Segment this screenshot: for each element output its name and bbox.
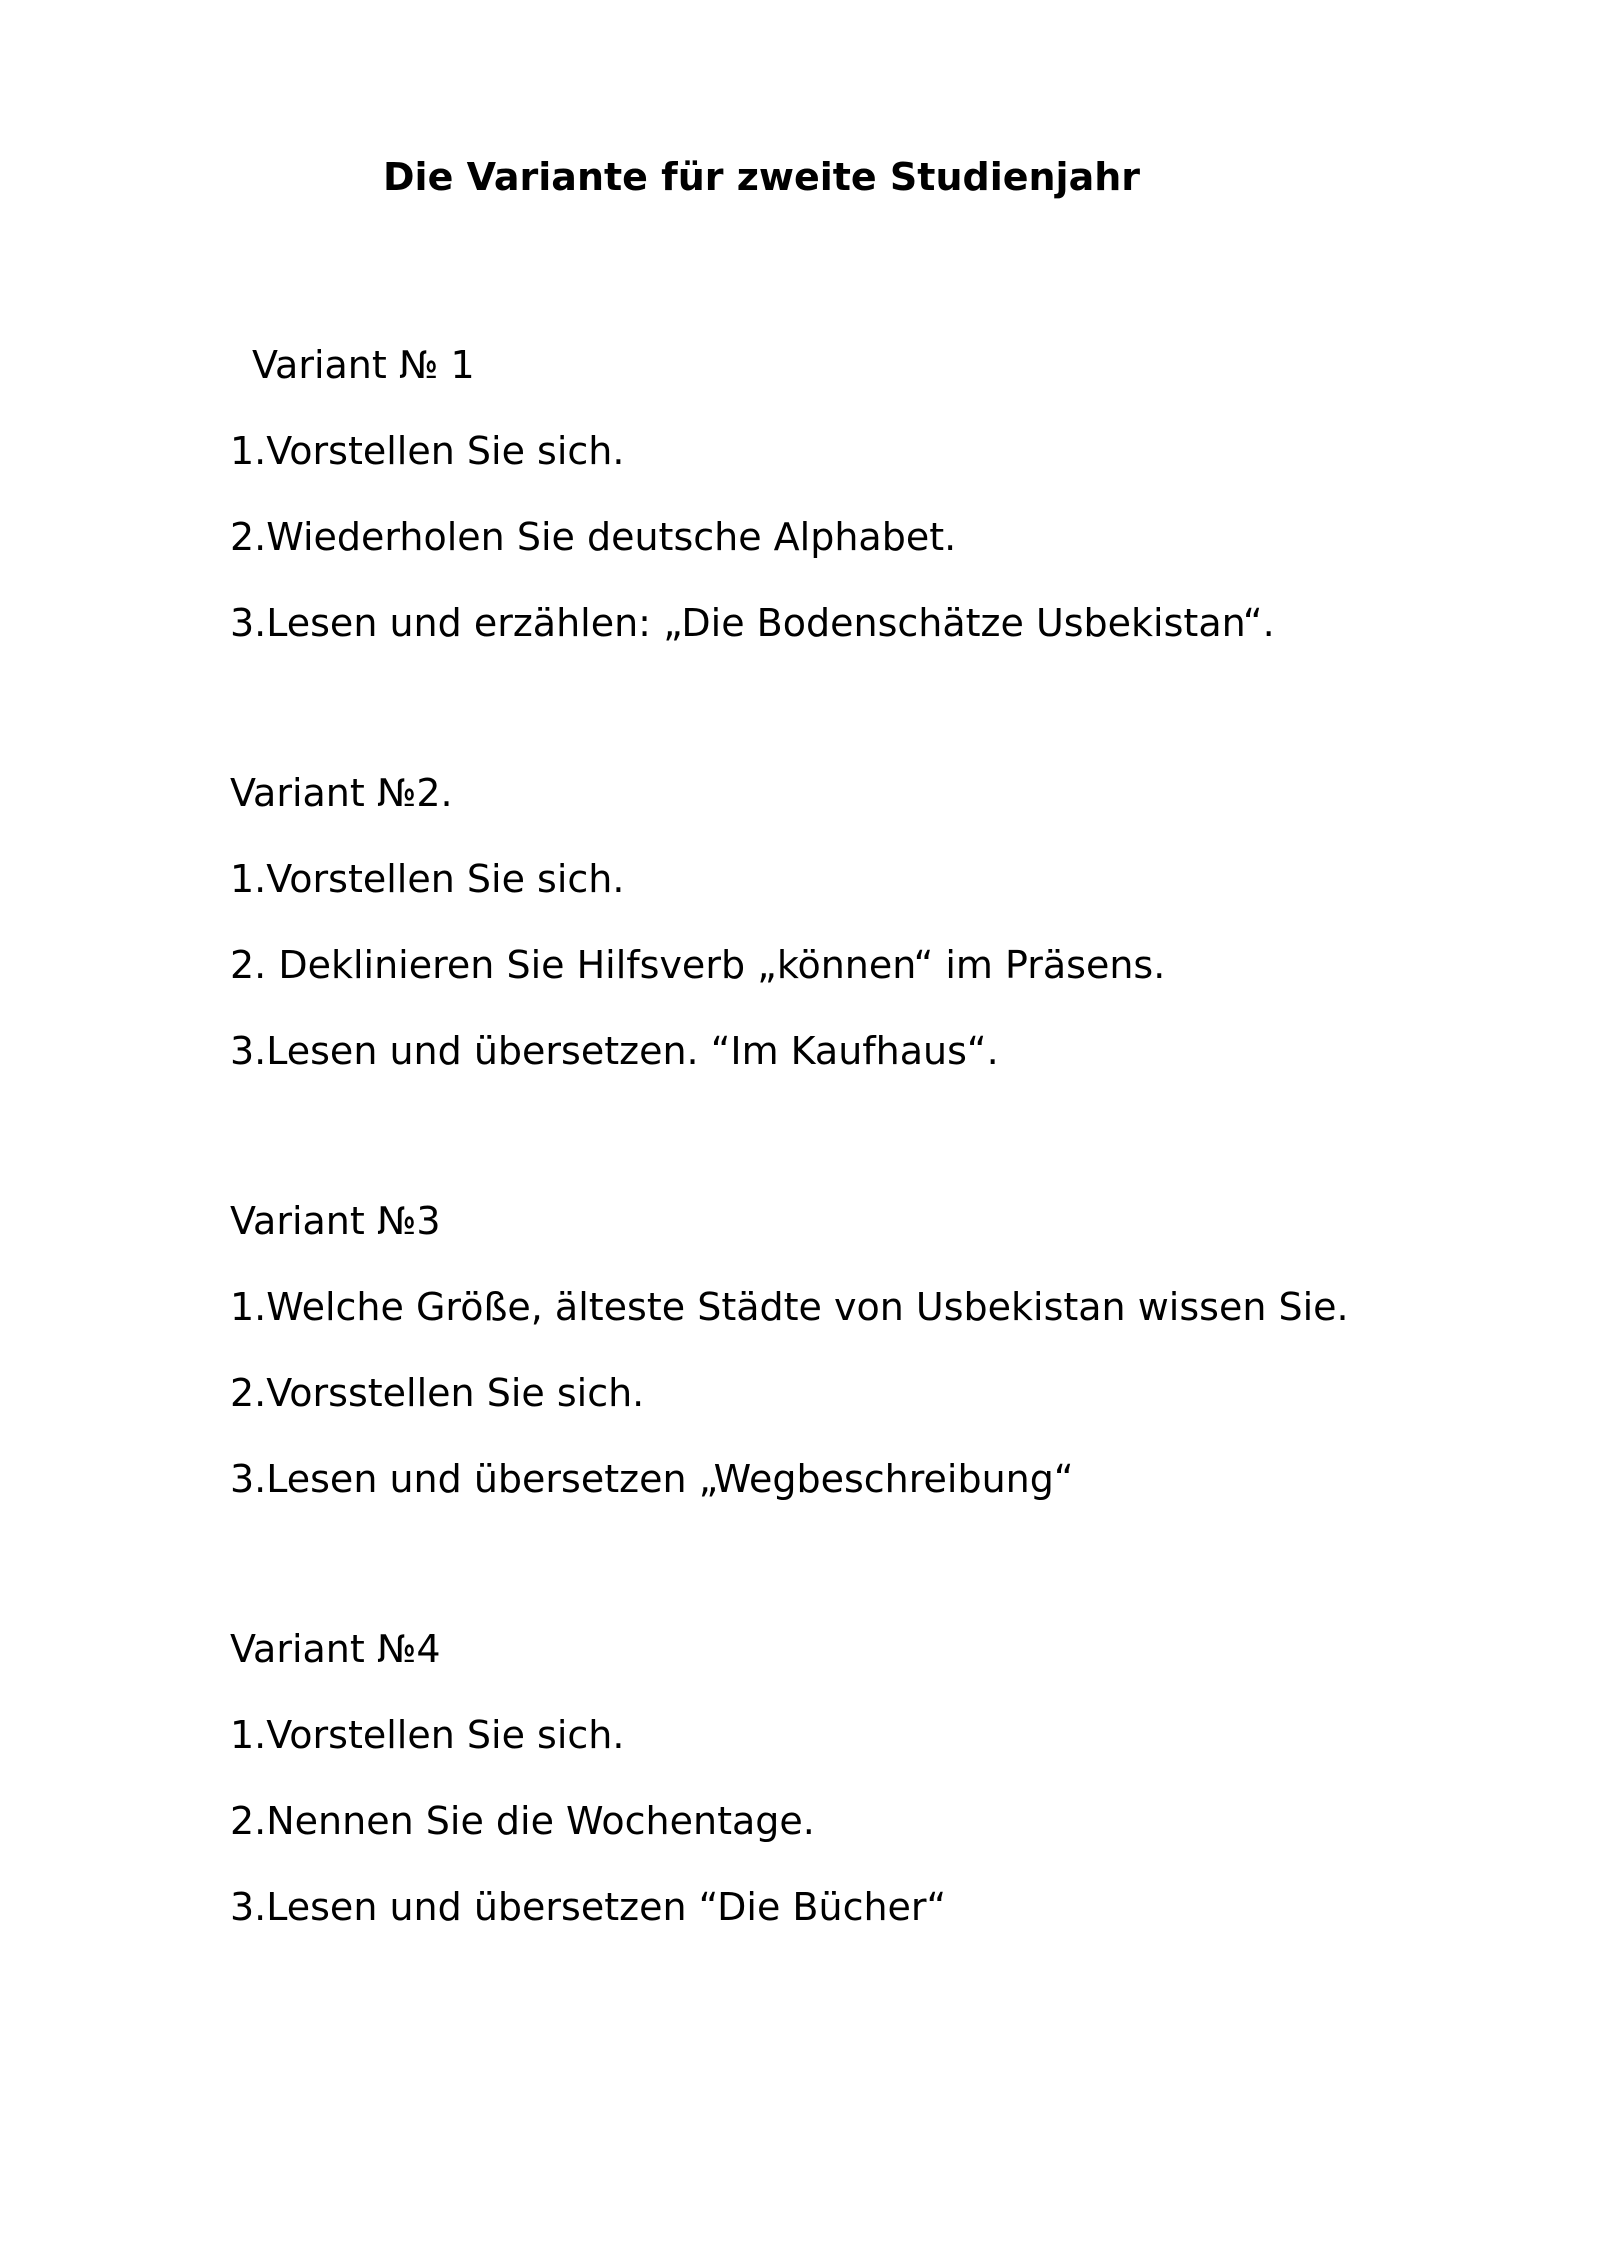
variant-heading: Variant №4 [230, 1627, 441, 1671]
task-item: 3.Lesen und übersetzen „Wegbeschreibung“ [230, 1457, 1074, 1501]
variant-heading: Variant №2. [230, 771, 453, 815]
task-item: 2.Vorsstellen Sie sich. [230, 1371, 645, 1415]
variant-heading: Variant № 1 [252, 343, 475, 387]
variants-list [230, 322, 1480, 1950]
variant-section-1 [230, 322, 1480, 666]
task-item: 1.Vorstellen Sie sich. [230, 1713, 625, 1757]
variant-heading: Variant №3 [230, 1199, 441, 1243]
task-item: 1.Vorstellen Sie sich. [230, 857, 625, 901]
document-title: Die Variante für zweite Studienjahr [383, 155, 1141, 199]
task-item: 3.Lesen und übersetzen. “Im Kaufhaus“. [230, 1029, 999, 1073]
task-item: 2. Deklinieren Sie Hilfsverb „können“ im Präsens. [230, 943, 1166, 987]
variant-section-2 [230, 750, 1480, 1094]
variant-section-4 [230, 1606, 1480, 1950]
task-item: 1.Welche Größe, älteste Städte von Usbekistan wissen Sie. [230, 1285, 1349, 1329]
task-item: 1.Vorstellen Sie sich. [230, 429, 625, 473]
task-item: 2.Nennen Sie die Wochentage. [230, 1799, 815, 1843]
task-item: 3.Lesen und übersetzen “Die Bücher“ [230, 1885, 947, 1929]
task-item: 2.Wiederholen Sie deutsche Alphabet. [230, 515, 957, 559]
variant-section-3 [230, 1178, 1480, 1522]
task-item: 3.Lesen und erzählen: „Die Bodenschätze Usbekistan“. [230, 601, 1275, 645]
